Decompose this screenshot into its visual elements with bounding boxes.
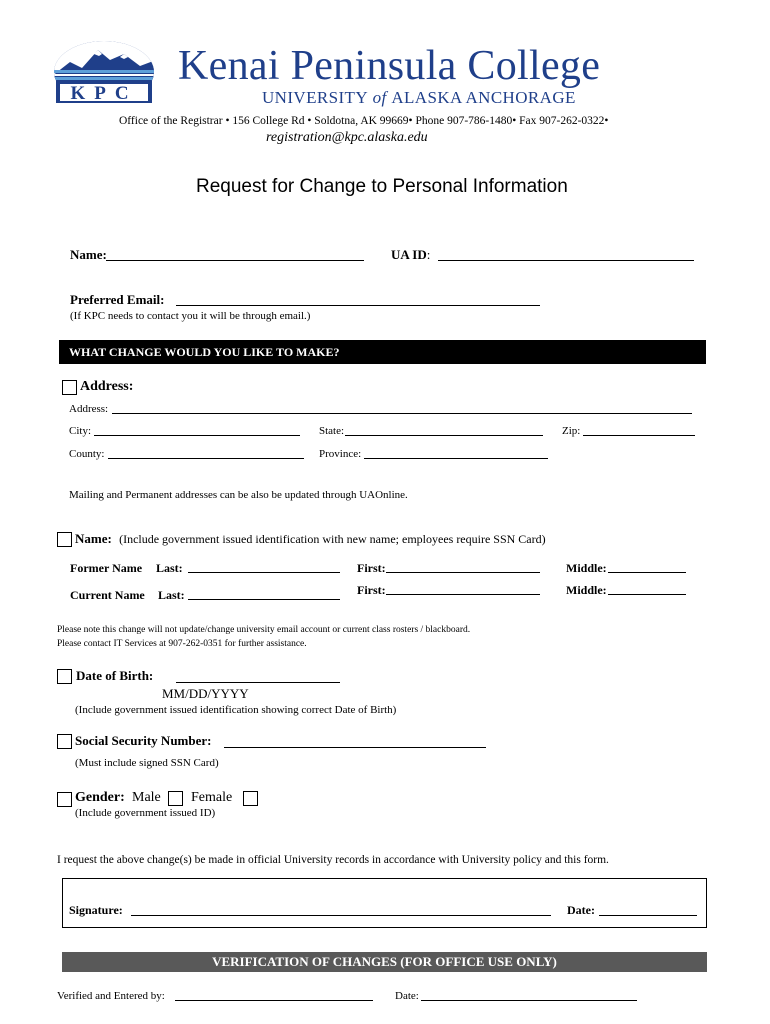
name-field — [70, 247, 107, 263]
office-date-label: Date: — [395, 990, 419, 1002]
office-use-heading: VERIFICATION OF CHANGES (FOR OFFICE USE ONLY) — [212, 954, 557, 969]
uaid-input-line[interactable] — [438, 260, 694, 261]
dob-note: (Include government issued identification showing correct Date of Birth) — [75, 704, 397, 716]
address-note: Mailing and Permanent addresses can be also be updated through UAOnline. — [69, 489, 408, 501]
current-last-input-line[interactable] — [188, 599, 340, 600]
preferred-email-note: (If KPC needs to contact you it will be through email.) — [70, 310, 311, 322]
dob-checkbox[interactable] — [57, 669, 72, 684]
office-use-bar — [62, 952, 707, 972]
province-label: Province: — [319, 448, 362, 460]
gender-female-checkbox[interactable] — [243, 791, 258, 806]
current-first-input-line[interactable] — [386, 594, 540, 595]
dob-input-line[interactable] — [176, 682, 340, 683]
zip-label: Zip: — [562, 425, 581, 437]
name-input-line[interactable] — [106, 260, 364, 261]
ssn-note: (Must include signed SSN Card) — [75, 757, 219, 769]
current-name-label: Current Name — [70, 588, 145, 602]
name-change-notice-2: Please contact IT Services at 907-262-0351 for further assistance. — [57, 639, 307, 649]
city-input-line[interactable] — [94, 435, 300, 436]
preferred-email-label: Preferred Email: — [70, 292, 165, 307]
name-change-note: (Include government issued identification with new name; employees require SSN Card) — [119, 532, 546, 546]
ssn-label: Social Security Number: — [75, 733, 212, 748]
university-prefix: UNIVERSITY — [262, 88, 368, 107]
gender-note: (Include government issued ID) — [75, 807, 216, 819]
university-suffix: ALASKA ANCHORAGE — [391, 88, 576, 107]
section-heading: WHAT CHANGE WOULD YOU LIKE TO MAKE? — [69, 345, 340, 359]
dob-label: Date of Birth: — [76, 668, 154, 683]
declaration-text: I request the above change(s) be made in official University records in accordance with University policy and this form. — [57, 854, 609, 866]
signature-date-input-line[interactable] — [599, 915, 697, 916]
former-middle-input-line[interactable] — [608, 572, 686, 573]
zip-input-line[interactable] — [583, 435, 695, 436]
name-change-header — [75, 531, 546, 547]
uaid-label: UA ID — [391, 247, 427, 262]
former-middle-label: Middle: — [566, 561, 607, 575]
former-first-label: First: — [357, 561, 386, 575]
uaid-colon: : — [426, 247, 431, 262]
current-last-label: Last: — [158, 588, 185, 602]
signature-input-line[interactable] — [131, 915, 551, 916]
state-label: State: — [319, 425, 345, 437]
current-first-label: First: — [357, 583, 386, 597]
signature-label: Signature: — [69, 903, 123, 917]
form-title: Request for Change to Personal Information — [196, 176, 568, 197]
verified-input-line[interactable] — [175, 1000, 373, 1001]
former-first-input-line[interactable] — [386, 572, 540, 573]
province-input-line[interactable] — [364, 458, 548, 459]
address-checkbox[interactable] — [62, 380, 77, 395]
ssn-input-line[interactable] — [224, 747, 486, 748]
contact-line: Office of the Registrar • 156 College Rd • Soldotna, AK 99669• Phone 907-786-1480• Fax 907-262-0322• — [119, 115, 609, 127]
former-last-label: Last: — [156, 561, 183, 575]
registrar-email[interactable]: registration@kpc.alaska.edu — [266, 130, 428, 145]
name-change-checkbox[interactable] — [57, 532, 72, 547]
section-heading-bar — [59, 340, 706, 364]
address-label: Address: — [80, 379, 134, 394]
state-input-line[interactable] — [345, 435, 543, 436]
address-input-line[interactable] — [112, 413, 692, 414]
kpc-logo — [52, 40, 156, 104]
preferred-email-input-line[interactable] — [176, 305, 540, 306]
university-name — [262, 88, 576, 108]
college-name: Kenai Peninsula College — [178, 43, 601, 89]
current-middle-label: Middle: — [566, 583, 607, 597]
ssn-checkbox[interactable] — [57, 734, 72, 749]
signature-date-label: Date: — [567, 903, 595, 917]
uaid-field — [391, 247, 430, 263]
gender-male-checkbox[interactable] — [168, 791, 183, 806]
logo-text: KPC — [70, 83, 138, 104]
dob-format: MM/DD/YYYY — [162, 686, 249, 701]
former-name-label: Former Name — [70, 561, 143, 575]
former-last-input-line[interactable] — [188, 572, 340, 573]
name-change-notice-1: Please note this change will not update/change university email account or current class rosters / blackboard. — [57, 625, 471, 635]
gender-female-label: Female — [191, 790, 233, 805]
gender-checkbox[interactable] — [57, 792, 72, 807]
current-middle-input-line[interactable] — [608, 594, 686, 595]
gender-label: Gender: — [75, 790, 125, 805]
county-label: County: — [69, 448, 105, 460]
name-label: Name: — [70, 247, 107, 262]
address-line-label: Address: — [69, 403, 109, 415]
county-input-line[interactable] — [108, 458, 304, 459]
office-date-input-line[interactable] — [421, 1000, 637, 1001]
city-label: City: — [69, 425, 92, 437]
gender-male-label: Male — [132, 790, 161, 805]
name-change-label: Name: — [75, 531, 112, 546]
verified-label: Verified and Entered by: — [57, 990, 165, 1002]
signature-box — [62, 878, 707, 928]
university-of: of — [372, 88, 387, 107]
